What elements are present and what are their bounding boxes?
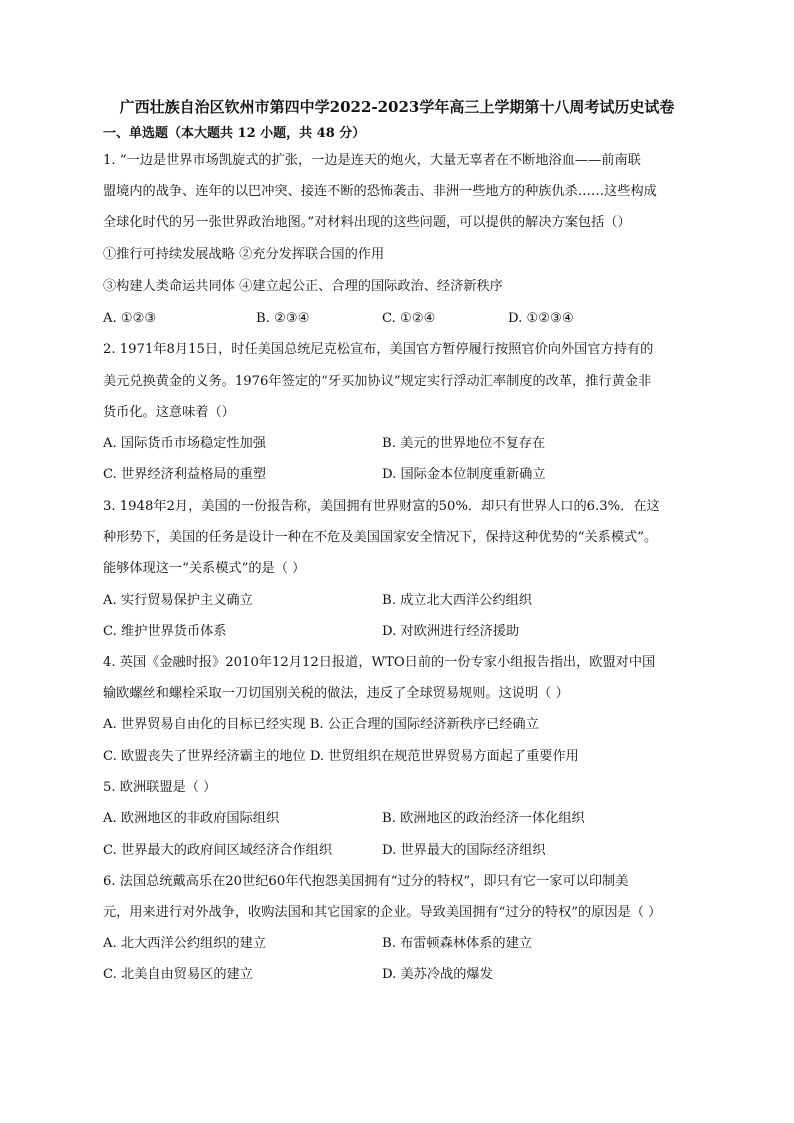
q3-line-3: 能够体现这一“关系模式”的是（ ） xyxy=(103,561,306,576)
q3-option-d: D. 对欧洲进行经济援助 xyxy=(382,624,520,639)
q4-options-cd: C. 欧盟丧失了世界经济霸主的地位 D. 世贸组织在规范世界贸易方面起了重要作用 xyxy=(103,749,579,764)
q5-option-c: C. 世界最大的政府间区域经济合作组织 xyxy=(103,843,333,858)
section-heading: 一、单选题（本大题共 12 小题，共 48 分） xyxy=(103,126,366,141)
q2-line-1: 2. 1971年8月15日，时任美国总统尼克松宣布，美国官方暂停履行按照官价向外国官方持有的 xyxy=(103,342,654,357)
q2-option-a: A. 国际货币市场稳定性加强 xyxy=(103,436,266,451)
q6-option-a: A. 北大西洋公约组织的建立 xyxy=(103,936,266,951)
q5-option-d: D. 世界最大的国际经济组织 xyxy=(382,843,546,858)
q3-option-c: C. 维护世界货币体系 xyxy=(103,624,227,639)
q1-line-3: 全球化时代的另一张世界政治地图。”对材料出现的这些问题，可以提供的解决方案包括（） xyxy=(103,215,631,230)
q1-line-2: 盟境内的战争、连年的以巴冲突、接连不断的恐怖袭击、非洲一些地方的种族仇杀……这些构成 xyxy=(103,184,657,199)
q1-option-b: B. ②③④ xyxy=(256,311,310,326)
exam-title: 广西壮族自治区钦州市第四中学2022-2023学年高三上学期第十八周考试历史试卷 xyxy=(119,98,675,116)
q1-line-4: ①推行可持续发展战略 ②充分发挥联合国的作用 xyxy=(103,247,385,262)
q3-line-1: 3. 1948年2月，美国的一份报告称，美国拥有世界财富的50%．却只有世界人口的6.3%．在这 xyxy=(103,499,660,514)
q5-line-1: 5. 欧洲联盟是（ ） xyxy=(103,780,217,795)
q6-line-2: 元，用来进行对外战争，收购法国和其它国家的企业。导致美国拥有“过分的特权”的原因是（ ） xyxy=(103,905,662,920)
q3-line-2: 种形势下，美国的任务是设计一种在不危及美国国家安全情况下，保持这种优势的“关系模式”。 xyxy=(103,530,658,545)
q3-option-a: A. 实行贸易保护主义确立 xyxy=(103,593,253,608)
q2-line-3: 货币化。这意味着（） xyxy=(103,405,235,420)
q1-option-a: A. ①②③ xyxy=(103,311,157,326)
q6-option-b: B. 布雷顿森林体系的建立 xyxy=(382,936,532,951)
q1-option-d: D. ①②③④ xyxy=(508,311,574,326)
q2-option-c: C. 世界经济利益格局的重塑 xyxy=(103,467,267,482)
q4-options-ab: A. 世界贸易自由化的目标已经实现 B. 公正合理的国际经济新秩序已经确立 xyxy=(103,717,539,732)
q2-option-b: B. 美元的世界地位不复存在 xyxy=(382,436,546,451)
q2-line-2: 美元兑换黄金的义务。1976年签定的“牙买加协议”规定实行浮动汇率制度的改革，推行黄金非 xyxy=(103,374,652,389)
q2-option-d: D. 国际金本位制度重新确立 xyxy=(382,467,546,482)
q1-line-1: 1. “一边是世界市场凯旋式的扩张，一边是连天的炮火，大量无辜者在不断地浴血——前南联 xyxy=(103,153,641,168)
q5-option-b: B. 欧洲地区的政治经济一体化组织 xyxy=(382,811,585,826)
q1-line-5: ③构建人类命运共同体 ④建立起公正、合理的国际政治、经济新秩序 xyxy=(103,279,503,294)
q6-line-1: 6. 法国总统戴高乐在20世纪60年代抱怨美国拥有“过分的特权”，即只有它一家可以印制美 xyxy=(103,874,629,889)
q4-line-2: 输欧螺丝和螺栓采取一刀切国别关税的做法，违反了全球贸易规则。这说明（ ） xyxy=(103,686,569,701)
q4-line-1: 4. 英国《金融时报》2010年12月12日报道，WTO日前的一份专家小组报告指出，欧盟对中国 xyxy=(103,655,656,670)
q3-option-b: B. 成立北大西洋公约组织 xyxy=(382,593,532,608)
q1-option-c: C. ①②④ xyxy=(382,311,436,326)
q6-option-c: C. 北美自由贸易区的建立 xyxy=(103,967,253,982)
q5-option-a: A. 欧洲地区的非政府国际组织 xyxy=(103,811,280,826)
q6-option-d: D. 美苏冷战的爆发 xyxy=(382,967,493,982)
